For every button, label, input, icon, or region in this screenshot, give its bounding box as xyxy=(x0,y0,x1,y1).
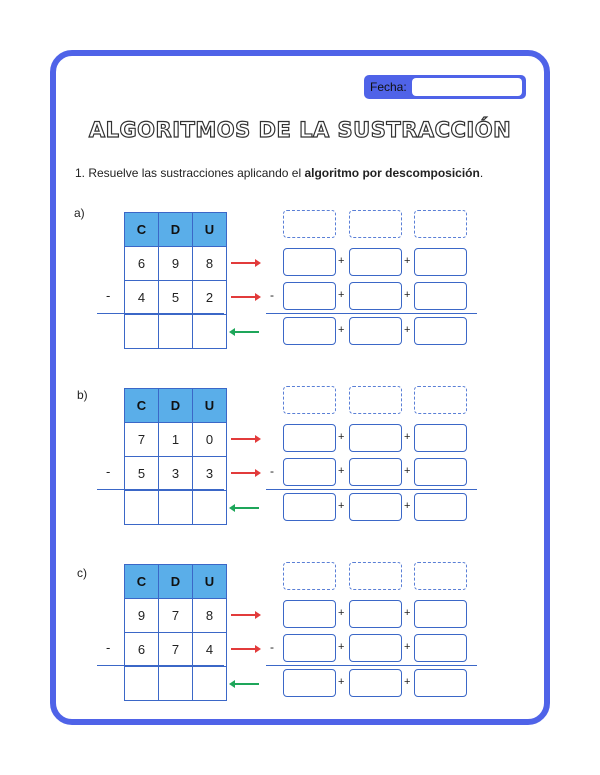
arrow-right-icon xyxy=(231,472,259,474)
instruction-bold: algoritmo por descomposición xyxy=(304,166,480,180)
plus-sign: + xyxy=(404,465,411,477)
result-cell[interactable] xyxy=(159,667,193,701)
plus-sign: + xyxy=(404,255,411,267)
subtrahend-digit: 5 xyxy=(125,457,159,491)
plus-sign: + xyxy=(338,465,345,477)
plus-sign: + xyxy=(338,500,345,512)
plus-sign: + xyxy=(338,641,345,653)
result-box[interactable] xyxy=(414,317,467,345)
decomposition-box[interactable] xyxy=(349,600,402,628)
minus-sign: - xyxy=(106,288,111,303)
plus-sign: + xyxy=(338,676,345,688)
minuend-digit: 0 xyxy=(193,423,227,457)
decomposition-box[interactable] xyxy=(414,424,467,452)
decomposition-box[interactable] xyxy=(283,600,336,628)
minuend-digit: 9 xyxy=(159,247,193,281)
decomposition-box[interactable] xyxy=(414,634,467,662)
arrow-left-icon xyxy=(231,683,259,685)
page-title: ALGORITMOS DE LA SUSTRACCIÓN xyxy=(88,118,512,142)
exercise-1 xyxy=(0,206,600,362)
minuend-digit: 8 xyxy=(193,599,227,633)
decomposition-box[interactable] xyxy=(349,424,402,452)
decomposition-box[interactable] xyxy=(283,458,336,486)
result-cell[interactable] xyxy=(159,315,193,349)
column-header: D xyxy=(159,389,193,423)
column-header: D xyxy=(159,565,193,599)
decomposition-box[interactable] xyxy=(283,282,336,310)
minus-sign: - xyxy=(270,464,274,478)
plus-sign: + xyxy=(338,255,345,267)
decomposition-box[interactable] xyxy=(283,424,336,452)
subtrahend-digit: 2 xyxy=(193,281,227,315)
minuend-digit: 1 xyxy=(159,423,193,457)
column-header: U xyxy=(193,565,227,599)
plus-sign: + xyxy=(338,324,345,336)
column-header: C xyxy=(125,213,159,247)
subtrahend-digit: 4 xyxy=(125,281,159,315)
regroup-box[interactable] xyxy=(414,386,467,414)
exercise-2 xyxy=(0,388,600,538)
plus-sign: + xyxy=(404,676,411,688)
decomposition-box[interactable] xyxy=(414,600,467,628)
subtraction-line xyxy=(97,489,224,490)
arrow-right-icon xyxy=(231,648,259,650)
subtrahend-digit: 5 xyxy=(159,281,193,315)
place-value-table xyxy=(124,212,227,349)
plus-sign: + xyxy=(338,607,345,619)
result-cell[interactable] xyxy=(193,315,227,349)
subtraction-line xyxy=(266,489,477,490)
minus-sign: - xyxy=(270,640,274,654)
regroup-box[interactable] xyxy=(414,210,467,238)
plus-sign: + xyxy=(338,431,345,443)
place-value-table xyxy=(124,564,227,701)
column-header: C xyxy=(125,389,159,423)
decomposition-box[interactable] xyxy=(414,282,467,310)
regroup-box[interactable] xyxy=(349,562,402,590)
instruction: 1. Resuelve las sustracciones aplicando el algoritmo por descomposición. xyxy=(75,166,484,180)
result-cell[interactable] xyxy=(193,491,227,525)
result-box[interactable] xyxy=(349,669,402,697)
minus-sign: - xyxy=(106,640,111,655)
decomposition-box[interactable] xyxy=(349,282,402,310)
result-cell[interactable] xyxy=(193,667,227,701)
subtrahend-digit: 3 xyxy=(193,457,227,491)
minuend-digit: 7 xyxy=(159,599,193,633)
decomposition-box[interactable] xyxy=(283,634,336,662)
regroup-box[interactable] xyxy=(349,210,402,238)
regroup-box[interactable] xyxy=(349,386,402,414)
exercise-label: c) xyxy=(77,566,87,580)
result-box[interactable] xyxy=(283,493,336,521)
result-box[interactable] xyxy=(414,669,467,697)
plus-sign: + xyxy=(338,289,345,301)
subtrahend-digit: 6 xyxy=(125,633,159,667)
regroup-box[interactable] xyxy=(414,562,467,590)
plus-sign: + xyxy=(404,431,411,443)
exercise-3 xyxy=(0,564,600,714)
result-box[interactable] xyxy=(349,317,402,345)
decomposition-box[interactable] xyxy=(349,248,402,276)
subtraction-line xyxy=(266,313,477,314)
minuend-digit: 8 xyxy=(193,247,227,281)
decomposition-box[interactable] xyxy=(414,248,467,276)
arrow-right-icon xyxy=(231,296,259,298)
date-field xyxy=(364,75,526,99)
date-label: Fecha: xyxy=(370,80,407,94)
regroup-box[interactable] xyxy=(283,562,336,590)
decomposition-box[interactable] xyxy=(283,248,336,276)
date-input[interactable] xyxy=(412,78,522,96)
subtraction-line xyxy=(97,665,224,666)
column-header: D xyxy=(159,213,193,247)
arrow-right-icon xyxy=(231,614,259,616)
minuend-digit: 6 xyxy=(125,247,159,281)
plus-sign: + xyxy=(404,324,411,336)
subtrahend-digit: 7 xyxy=(159,633,193,667)
result-cell[interactable] xyxy=(125,667,159,701)
minuend-digit: 7 xyxy=(125,423,159,457)
subtrahend-digit: 3 xyxy=(159,457,193,491)
minuend-digit: 9 xyxy=(125,599,159,633)
exercise-label: b) xyxy=(77,388,88,402)
subtraction-line xyxy=(97,313,224,314)
result-cell[interactable] xyxy=(125,491,159,525)
arrow-right-icon xyxy=(231,262,259,264)
plus-sign: + xyxy=(404,289,411,301)
place-value-table xyxy=(124,388,227,525)
plus-sign: + xyxy=(404,500,411,512)
result-cell[interactable] xyxy=(125,315,159,349)
regroup-box[interactable] xyxy=(283,210,336,238)
result-box[interactable] xyxy=(349,493,402,521)
subtrahend-digit: 4 xyxy=(193,633,227,667)
minus-sign: - xyxy=(106,464,111,479)
result-box[interactable] xyxy=(283,317,336,345)
subtraction-line xyxy=(266,665,477,666)
exercise-label: a) xyxy=(74,206,85,220)
result-cell[interactable] xyxy=(159,491,193,525)
arrow-right-icon xyxy=(231,438,259,440)
arrow-left-icon xyxy=(231,507,259,509)
column-header: C xyxy=(125,565,159,599)
plus-sign: + xyxy=(404,607,411,619)
decomposition-box[interactable] xyxy=(349,458,402,486)
column-header: U xyxy=(193,213,227,247)
minus-sign: - xyxy=(270,288,274,302)
decomposition-box[interactable] xyxy=(414,458,467,486)
arrow-left-icon xyxy=(231,331,259,333)
decomposition-box[interactable] xyxy=(349,634,402,662)
result-box[interactable] xyxy=(414,493,467,521)
result-box[interactable] xyxy=(283,669,336,697)
regroup-box[interactable] xyxy=(283,386,336,414)
plus-sign: + xyxy=(404,641,411,653)
column-header: U xyxy=(193,389,227,423)
